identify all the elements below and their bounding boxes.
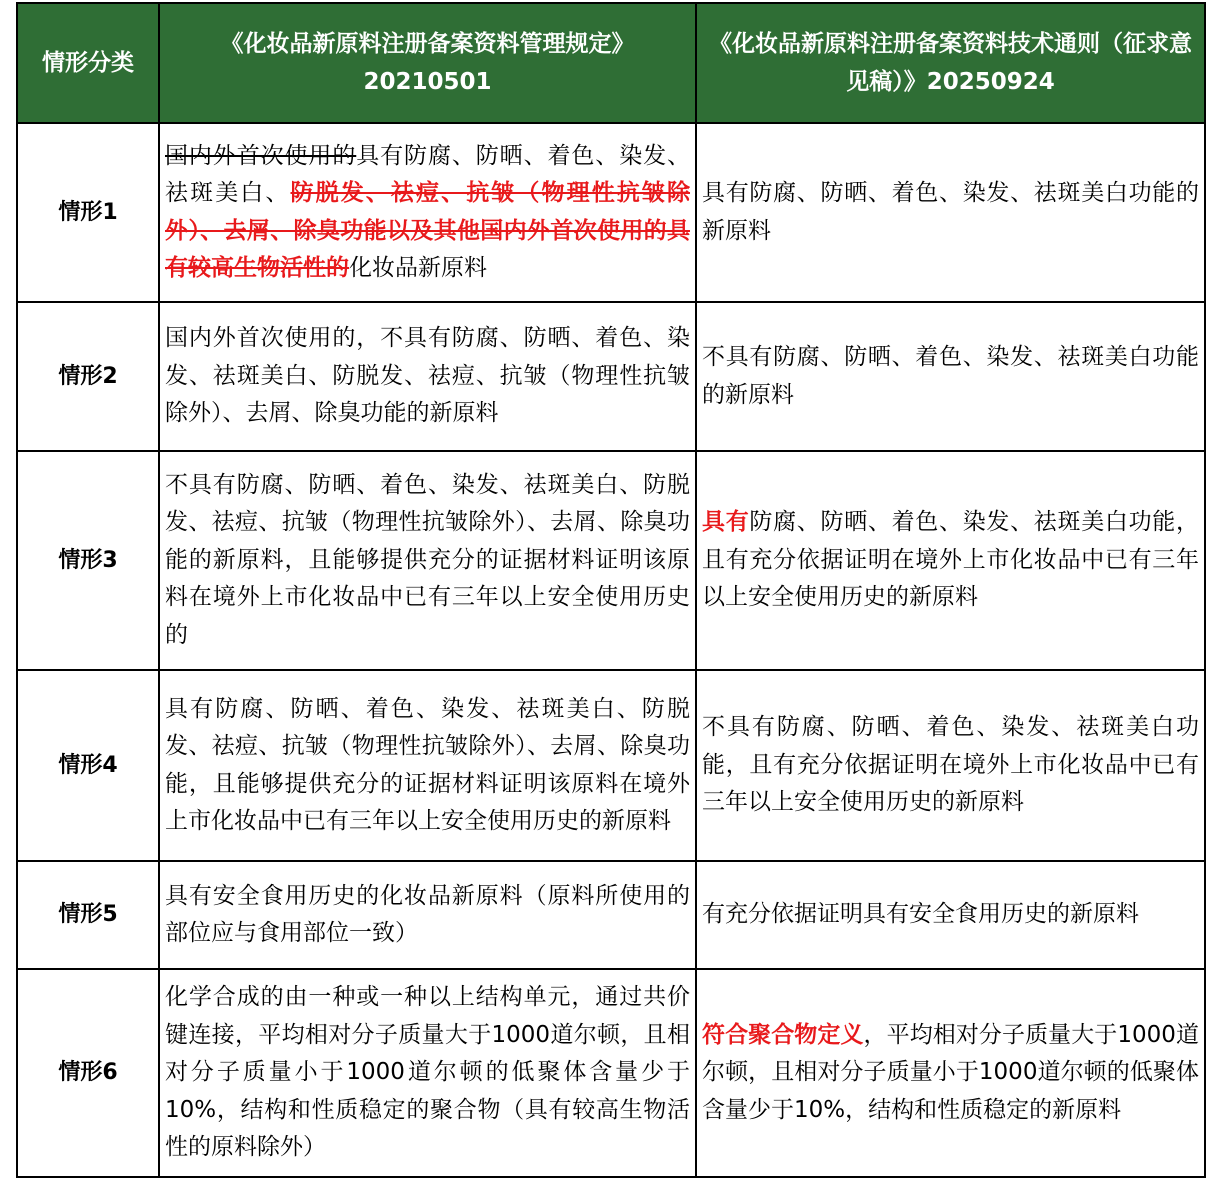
row-regulation-cell [159, 123, 696, 302]
regulation-text: 化妆品新原料 [349, 255, 487, 281]
struck-text: 国内外首次使用的 [165, 142, 357, 169]
row-regulation-cell: 不具有防腐、防晒、着色、染发、祛斑美白、防脱发、祛痘、抗皱（物理性抗皱除外）、去屑、除臭功能的新原料，且能够提供充分的证据材料证明该原料在境外上市化妆品中已有三年以上安全使用历史的 [159, 451, 696, 670]
guideline-text: 具有防腐、防晒、着色、染发、祛斑美白功能的新原料 [702, 180, 1199, 244]
row-guideline-cell [696, 123, 1205, 302]
row-category: 情形1 [17, 123, 159, 302]
row-guideline-cell [696, 451, 1205, 670]
header-regulation [159, 3, 696, 123]
guideline-text: 不具有防腐、防晒、着色、染发、祛斑美白功能，且有充分依据证明在境外上市化妆品中已有三年以上安全使用历史的新原料 [702, 714, 1199, 816]
row-category: 情形4 [17, 670, 159, 861]
row-guideline-cell [696, 670, 1205, 861]
header-row [17, 3, 1205, 123]
table-row [17, 969, 1205, 1177]
guideline-highlight: 符合聚合物定义 [702, 1021, 864, 1048]
row-regulation-cell: 化学合成的由一种或一种以上结构单元，通过共价键连接，平均相对分子质量大于1000道尔顿，且相对分子质量小于1000道尔顿的低聚体含量少于10%，结构和性质稳定的聚合物（具有较高生物活性的原料除外） [159, 969, 696, 1177]
row-category: 情形3 [17, 451, 159, 670]
struck-red-text: 防脱发、祛痘、抗皱（物理性抗皱除外）、去屑、除臭功能以及其他国内外首次使用的具有较高生物活性的 [165, 180, 691, 281]
comparison-table [16, 2, 1206, 1178]
row-category: 情形2 [17, 302, 159, 451]
row-guideline-cell [696, 969, 1205, 1177]
regulation-text: 具有防腐、防晒、着色、染发、祛斑美白、 [165, 142, 691, 206]
row-category: 情形6 [17, 969, 159, 1177]
row-guideline-cell [696, 861, 1205, 969]
row-regulation-cell: 具有防腐、防晒、着色、染发、祛斑美白、防脱发、祛痘、抗皱（物理性抗皱除外）、去屑、除臭功能，且能够提供充分的证据材料证明该原料在境外上市化妆品中已有三年以上安全使用历史的新原料 [159, 670, 696, 861]
header-regulation-title: 《化妆品新原料注册备案资料管理规定》 [220, 31, 635, 57]
table-row [17, 451, 1205, 670]
row-guideline-cell [696, 302, 1205, 451]
header-guideline: 《化妆品新原料注册备案资料技术通则（征求意见稿）》20250924 [696, 3, 1205, 123]
table-row [17, 123, 1205, 302]
row-regulation-cell: 国内外首次使用的，不具有防腐、防晒、着色、染发、祛斑美白、防脱发、祛痘、抗皱（物理性抗皱除外）、去屑、除臭功能的新原料 [159, 302, 696, 451]
guideline-text: 有充分依据证明具有安全食用历史的新原料 [702, 901, 1139, 928]
guideline-text: 不具有防腐、防晒、着色、染发、祛斑美白功能的新原料 [702, 344, 1199, 408]
table-row [17, 302, 1205, 451]
table-row [17, 670, 1205, 861]
row-category: 情形5 [17, 861, 159, 969]
guideline-highlight: 具有 [702, 509, 750, 536]
header-regulation-date: 20210501 [363, 69, 492, 95]
guideline-text: ，平均相对分子质量大于1000道尔顿，且相对分子质量小于1000道尔顿的低聚体含量少于10%，结构和性质稳定的新原料 [702, 1021, 1199, 1123]
header-category: 情形分类 [17, 3, 159, 123]
guideline-text: 防腐、防晒、着色、染发、祛斑美白功能，且有充分依据证明在境外上市化妆品中已有三年以上安全使用历史的新原料 [702, 509, 1200, 611]
row-regulation-cell: 具有安全食用历史的化妆品新原料（原料所使用的部位应与食用部位一致） [159, 861, 696, 969]
table-row [17, 861, 1205, 969]
